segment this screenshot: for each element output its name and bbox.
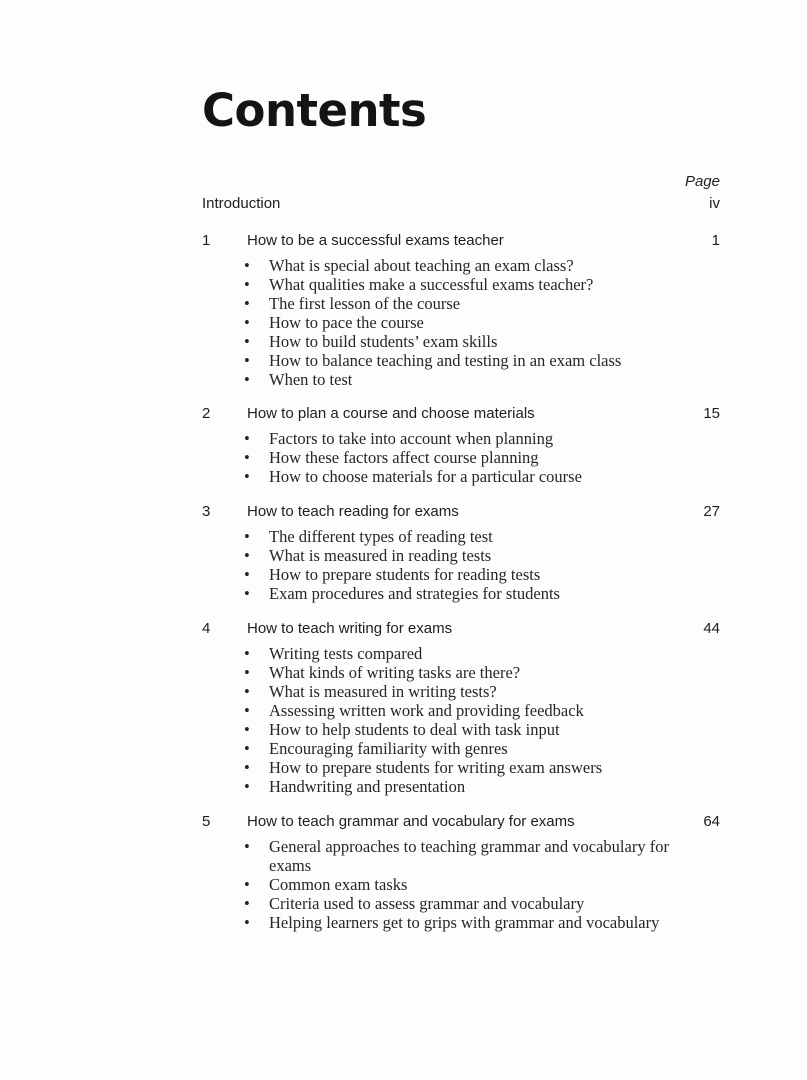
chapter-heading[interactable] [202, 813, 720, 833]
chapter-4 [202, 620, 720, 796]
topic-item: • How to balance teaching and testing in an exam class [244, 351, 720, 370]
chapter-page-number: 44 [703, 620, 720, 637]
chapter-number: 1 [202, 232, 211, 249]
introduction-label: Introduction [202, 195, 281, 212]
topic-item: • How these factors affect course planning [244, 448, 720, 467]
topic-item: • The first lesson of the course [244, 294, 720, 313]
introduction-entry[interactable] [202, 195, 720, 212]
topic-item: • General approaches to teaching grammar and vocabulary for exams [244, 837, 674, 875]
topic-list [202, 527, 720, 603]
topic-item: • Common exam tasks [244, 875, 674, 894]
chapter-heading[interactable] [202, 503, 720, 523]
chapter-number: 2 [202, 405, 211, 422]
chapter-heading[interactable] [202, 405, 720, 425]
chapter-2 [202, 405, 720, 486]
introduction-page-number: iv [709, 195, 720, 212]
topic-item: • Exam procedures and strategies for students [244, 584, 720, 603]
topic-item: • What is special about teaching an exam class? [244, 256, 720, 275]
topic-item: • How to build students’ exam skills [244, 332, 720, 351]
topic-item: • The different types of reading test [244, 527, 720, 546]
page-title: Contents [202, 84, 427, 137]
topic-item: • What kinds of writing tasks are there? [244, 663, 720, 682]
chapter-5 [202, 813, 720, 932]
chapter-page-number: 64 [703, 813, 720, 830]
topic-item: • How to choose materials for a particular course [244, 467, 720, 486]
chapter-title: How to be a successful exams teacher [247, 232, 504, 249]
page-column-header: Page [684, 173, 720, 190]
topic-item: • When to test [244, 370, 720, 389]
topic-item: • Handwriting and presentation [244, 777, 720, 796]
topic-item: • How to prepare students for reading tests [244, 565, 720, 584]
topic-item: • Factors to take into account when planning [244, 429, 720, 448]
topic-item: • Helping learners get to grips with grammar and vocabulary [244, 913, 674, 932]
chapter-title: How to plan a course and choose materials [247, 405, 535, 422]
chapter-heading[interactable] [202, 620, 720, 640]
chapter-number: 4 [202, 620, 211, 637]
chapter-heading[interactable] [202, 232, 720, 252]
chapter-3 [202, 503, 720, 603]
topic-item: • What is measured in writing tests? [244, 682, 720, 701]
chapter-page-number: 1 [711, 232, 720, 249]
topic-item: • Encouraging familiarity with genres [244, 739, 720, 758]
chapter-title: How to teach reading for exams [247, 503, 459, 520]
topic-item: • What qualities make a successful exams teacher? [244, 275, 720, 294]
topic-item: • What is measured in reading tests [244, 546, 720, 565]
topic-item: • How to pace the course [244, 313, 720, 332]
topic-list [202, 256, 720, 389]
chapter-title: How to teach grammar and vocabulary for exams [247, 813, 575, 830]
topic-item: • Writing tests compared [244, 644, 720, 663]
chapter-title: How to teach writing for exams [247, 620, 453, 637]
topic-list [202, 837, 674, 932]
topic-item: • Assessing written work and providing feedback [244, 701, 720, 720]
chapter-number: 3 [202, 503, 211, 520]
topic-item: • How to prepare students for writing exam answers [244, 758, 720, 777]
topic-item: • How to help students to deal with task input [244, 720, 720, 739]
chapter-number: 5 [202, 813, 211, 830]
topic-list [202, 429, 720, 486]
topic-item: • Criteria used to assess grammar and vocabulary [244, 894, 674, 913]
chapter-page-number: 27 [703, 503, 720, 520]
chapter-page-number: 15 [703, 405, 720, 422]
chapter-1 [202, 232, 720, 389]
topic-list [202, 644, 720, 796]
